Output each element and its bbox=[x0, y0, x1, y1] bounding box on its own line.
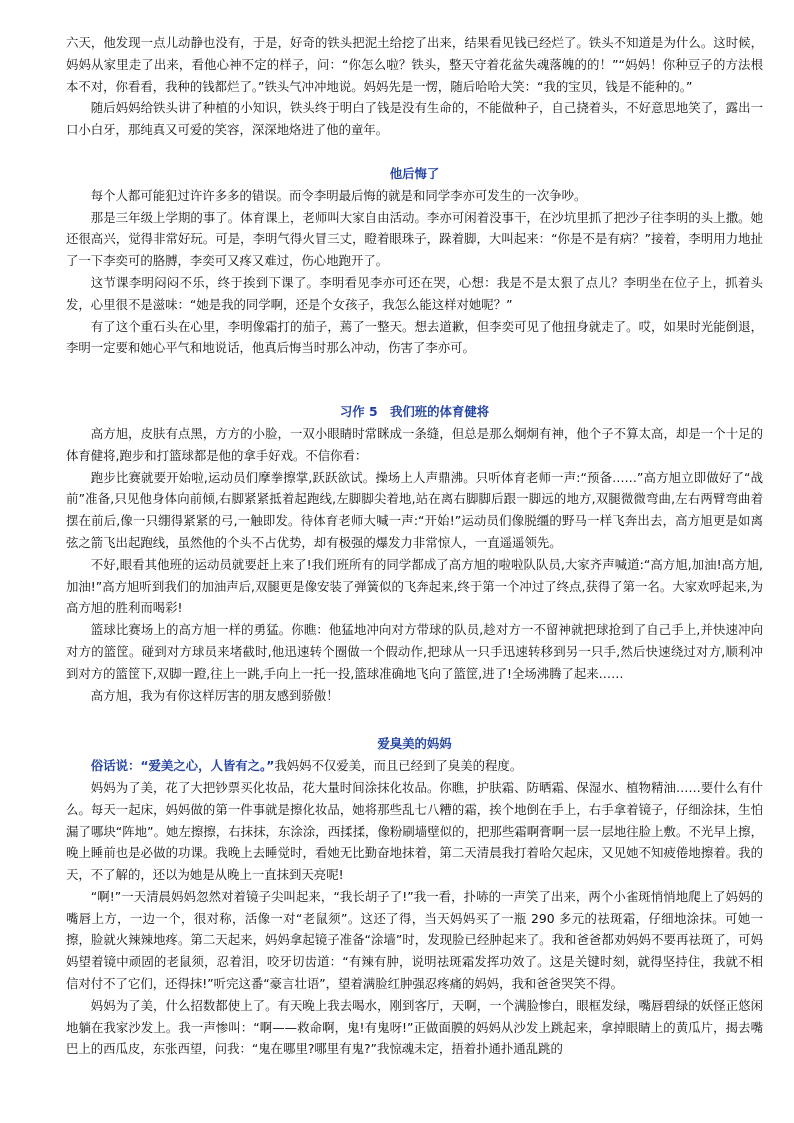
story2-title: 他后悔了 bbox=[389, 165, 440, 181]
story2-paragraph: 有了这个重石头在心里，李明像霜打的茄子，蔫了一整天。想去道歉，但李奕可见了他扭身就走了。哎，如果时光能倒退，李明一定要和她心平气和地说话，他真后悔当时那么冲动，伤害了李亦可。 bbox=[66, 318, 763, 356]
document-page bbox=[66, 32, 763, 1060]
story3-paragraph: 高方旭，我为有你这样厉害的朋友感到骄傲！ bbox=[90, 687, 339, 703]
story3-paragraph: 不好,眼看其他班的运动员就要赶上来了!我们班所有的同学都成了高方旭的啦啦队队员,大家齐声喊道:“高方旭,加油!高方旭,加油!”高方旭听到我们的加油声后,双腿更是像安装了弹簧似的飞奔起来,终于第一个冲过了终点,获得了第一名。大家欢呼起来,为高方旭的胜利而喝彩! bbox=[66, 556, 763, 616]
story2-paragraph: 这节课李明闷闷不乐，终于挨到下课了。李明看见李亦可还在哭，心想：我是不是太狠了点儿？李明坐在位子上，抓着头发，心里很不是滋味：“她是我的同学啊，还是个女孩子，我怎么能这样对她呢？” bbox=[66, 274, 763, 312]
story2-paragraph: 那是三年级上学期的事了。体育课上，老师叫大家自由活动。李亦可闲着没事干，在沙坑里抓了把沙子往李明的头上撒。她还很高兴，觉得非常好玩。可是，李明气得火冒三丈，瞪着眼珠子，跺着脚，大叫起来：“你是不是有病？”接着，李明用力地扯了一下李奕可的胳膊，李奕可又疼又难过，伤心地跑开了。 bbox=[66, 209, 763, 269]
story4-paragraph: 妈妈为了美，花了大把钞票买化妆品，花大量时间涂抹化妆品。你瞧，护肤霜、防晒霜、保湿水、植物精油……要什么有什么。每天一起床，妈妈做的第一件事就是擦化妆品，她将那些乱七八糟的霜，挨个地倒在手上，右手拿着镜子，仔细涂抹，生怕漏了哪块“阵地”。她左擦擦，右抹抹，东涂涂，西揉揉，像粉刷墙壁似的，把那些霜啊膏啊一层一层地往脸上敷。不光早上擦，晚上睡前也是必做的功课。我晚上去睡觉时，看她无比勤奋地抹着，第二天清晨我打着哈欠起床，又见她不知疲倦地擦着。我的天，不了解的，还以为她是从晚上一直抹到天亮呢! bbox=[66, 779, 763, 883]
story4-paragraph: “啊!”一天清晨妈妈忽然对着镜子尖叫起来，“我长胡子了!”我一看，扑哧的一声笑了出来，两个小雀斑悄悄地爬上了妈妈的嘴唇上方，一边一个，很对称，活像一对“老鼠须”。这还了得，当天妈妈买了一瓶 290 多元的祛斑霜，仔细地涂抹。可她一擦，脸就火辣辣地疼。第二天起来，妈妈拿起镜子准备“涂墙”时，发现脸已经肿起来了。我和爸爸都劝妈妈不要再祛斑了，可妈妈望着镜中顽固的老鼠须，忍着泪，咬牙切齿道：“有辣有肿，说明祛斑霜发挥功效了。这是关键时刻，就得坚持住，我就不相信对付不了它们，还得抹!”听完这番“豪言壮语”，望着满脸红肿强忍疼痛的妈妈，我和爸爸哭笑不得。 bbox=[66, 888, 763, 992]
lead-quote: 俗话说：“爱美之心，人皆有之。” bbox=[90, 758, 275, 774]
story3-paragraph: 跑步比赛就要开始啦,运动员们摩拳擦掌,跃跃欲试。操场上人声鼎沸。只听体育老师一声:“预备……”高方旭立即做好了“战前”准备,只见他身体向前倾,右脚紧紧抵着起跑线,左脚脚尖着地,站在离右脚脚后跟一脚远的地方,双腿微微弯曲,左右两臂弯曲着摆在前后,像一只绷得紧紧的弓,一触即发。待体育老师大喊一声:“开始!”运动员们像脱缰的野马一样飞奔出去，高方旭更是如离弦之箭飞出起跑线，虽然他的个头不占优势，却有极强的爆发力非常惊人，一直遥遥领先。 bbox=[66, 469, 763, 550]
section-gap bbox=[66, 359, 763, 401]
story3-paragraph: 高方旭，皮肤有点黑，方方的小脸，一双小眼睛时常眯成一条缝，但总是那么炯炯有神，他个子不算太高，却是一个十足的体育健将,跑步和打篮球都是他的拿手好戏。不信你看： bbox=[66, 425, 763, 463]
story4-lead-paragraph bbox=[66, 755, 763, 777]
lead-rest: 我妈妈不仅爱美，而且已经到了臭美的程度。 bbox=[274, 758, 523, 774]
story1-paragraph: 随后妈妈给铁头讲了种植的小知识，铁头终于明白了钱是没有生命的，不能做种子，自己挠着头，不好意思地笑了，露出一口小白牙，那纯真又可爱的笑容，深深地烙进了他的童年。 bbox=[66, 100, 763, 138]
story3-title: 习作 5 我们班的体育健将 bbox=[339, 404, 490, 420]
story4-paragraph: 妈妈为了美，什么招数都使上了。有天晚上我去喝水，刚到客厅，天啊，一个满脸惨白，眼框发绿，嘴唇碧绿的妖怪正悠闲地躺在我家沙发上。我一声惨叫：“啊——救命啊，鬼!有鬼呀!”正做面膜的妈妈从沙发上跳起来，拿掉眼睛上的黄瓜片，揭去嘴巴上的西瓜皮，东张西望，问我：“鬼在哪里?哪里有鬼?”我惊魂未定，捂着扑通扑通乱跳的 bbox=[66, 997, 763, 1057]
story3-paragraph: 篮球比赛场上的高方旭一样的勇猛。你瞧：他猛地冲向对方带球的队员,趁对方一不留神就把球抢到了自己手上,并快速冲向对方的篮筐。碰到对方球员来堵截时,他迅速转个圈做一个假动作,把球从一只手迅速转移到另一只手,然后快速绕过对方,顺利冲到对方的篮筐下,双脚一蹬,往上一跳,手向上一托一投,篮球准确地飞向了篮筐,进了!全场沸腾了起来…… bbox=[66, 622, 763, 681]
section-gap bbox=[66, 141, 763, 163]
story2-paragraph: 每个人都可能犯过许许多多的错误。而令李明最后悔的就是和同学李亦可发生的一次争吵。 bbox=[90, 187, 587, 203]
section-gap bbox=[66, 706, 763, 733]
story1-paragraph: 六天，他发现一点儿动静也没有，于是，好奇的铁头把泥土给挖了出来，结果看见钱已经烂了。铁头不知道是为什么。这时候，妈妈从家里走了出来，看他心神不定的样子，问：“你怎么啦？铁头，整天守着花盆失魂落魄的的！”“妈妈！你种豆子的方法根本不对，你看看，我种的钱都烂了。”铁头气冲冲地说。妈妈先是一愣，随后哈哈大笑：“我的宝贝，钱是不能种的。” bbox=[66, 35, 763, 94]
story4-title: 爱臭美的妈妈 bbox=[377, 736, 452, 752]
